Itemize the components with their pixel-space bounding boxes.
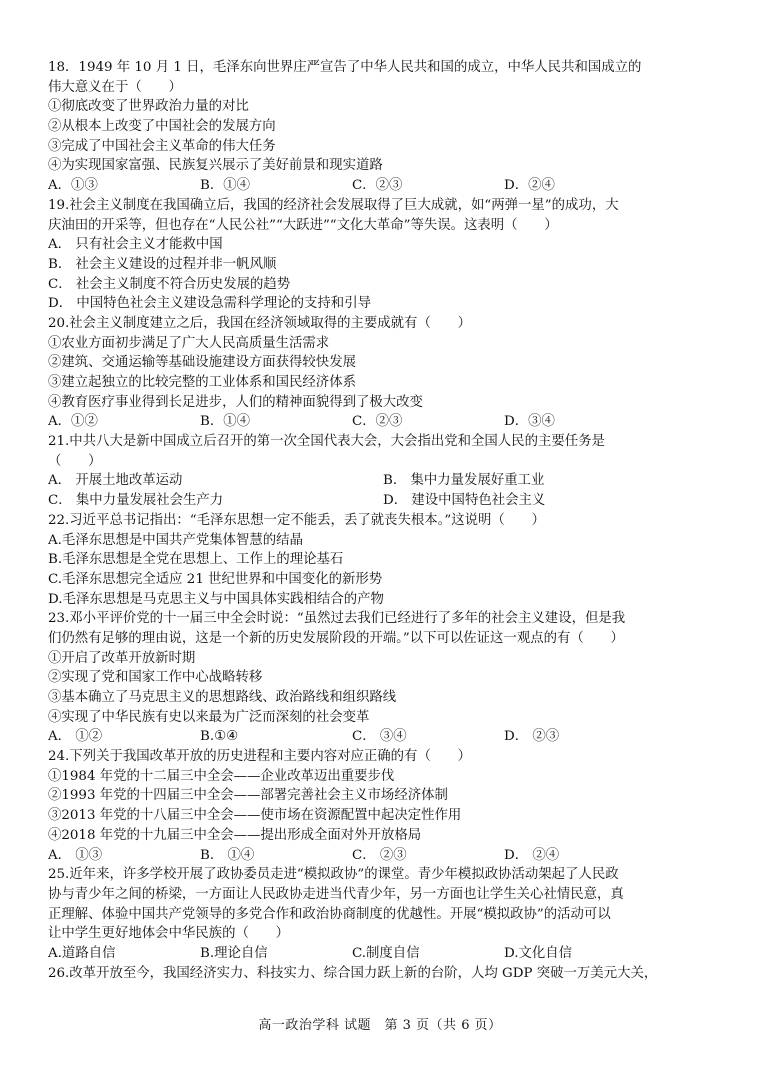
answer-option: B． 集中力量发展好重工业 [383, 473, 545, 489]
question-text-line: 正理解、体验中国共产党领导的多党合作和政治协商制度的优越性。开展“模拟政协”的活动可以 [48, 906, 611, 922]
question-text-line: 20.社会主义制度建立之后，我国在经济领域取得的主要成就有（ ） [48, 315, 472, 331]
answer-option: D． ②④ [504, 847, 560, 863]
answer-option: C． ③④ [352, 729, 407, 745]
question-text-line: 22.习近平总书记指出：“毛泽东思想一定不能丢，丢了就丧失根本。”这说明（ ） [48, 512, 545, 528]
question-text-line: ②1993 年党的十四届三中全会——部署完善社会主义市场经济体制 [48, 788, 448, 804]
answer-options [48, 846, 718, 866]
answer-options [48, 412, 718, 432]
answer-option: B．①④ [200, 414, 251, 430]
answer-options [48, 176, 718, 196]
answer-option: C．②③ [352, 414, 403, 430]
page-footer: 高一政治学科 试题 第 3 页（共 6 页） [258, 1018, 502, 1033]
question-text-line: ②实现了党和国家工作中心战略转移 [48, 670, 263, 686]
question-text-line: ③2013 年党的十八届三中全会——使市场在资源配置中起决定性作用 [48, 808, 462, 824]
answer-options [48, 727, 718, 747]
question-text-line: ②建筑、交通运输等基础设施建设方面获得较快发展 [48, 355, 356, 371]
answer-option: A． ①② [48, 729, 103, 745]
question-text-line: C． 社会主义制度不符合历史发展的趋势 [48, 276, 291, 292]
question-text-line: ①彻底改变了世界政治力量的对比 [48, 99, 249, 115]
answer-option: B.①④ [200, 729, 239, 745]
question-text-line: C.毛泽东思想完全适应 21 世纪世界和中国变化的新形势 [48, 571, 383, 587]
question-text-line: ④为实现国家富强、民族复兴展示了美好前景和现实道路 [48, 158, 383, 174]
question-text-line: D.毛泽东思想是马克思主义与中国具体实践相结合的产物 [48, 591, 384, 607]
question-text-line: 26.改革开放至今，我国经济实力、科技实力、综合国力跃上新的台阶，人均 GDP 突破一万美元大关， [48, 965, 658, 981]
answer-option: B.理论自信 [200, 945, 268, 961]
question-text-line: 庆油田的开采等，但也存在“人民公社”“大跃进”“文化大革命”等失误。这表明（ ） [48, 217, 558, 233]
question-text-line: A.毛泽东思想是中国共产党集体智慧的结晶 [48, 532, 303, 548]
answer-option: D．③④ [504, 414, 555, 430]
answer-option: D． 建设中国特色社会主义 [383, 493, 546, 509]
question-block [48, 865, 718, 963]
question-text-line: B． 社会主义建设的过程并非一帆风顺 [48, 256, 277, 272]
answer-option: A． ①③ [48, 847, 103, 863]
answer-option: A．①② [48, 414, 98, 430]
question-text-line: ①开启了改革开放新时期 [48, 650, 196, 666]
question-text-line: ③基本确立了马克思主义的思想路线、政治路线和组织路线 [48, 690, 397, 705]
answer-option: D．②④ [504, 178, 555, 194]
question-text-line: A． 只有社会主义才能救中国 [48, 237, 223, 253]
answer-option: B． ①④ [200, 847, 255, 863]
question-text-line: 18．1949 年 10 月 1 日，毛泽东向世界庄严宣告了中华人民共和国的成立，中华人民共和国成立的 [48, 60, 642, 75]
question-text-line: ④2018 年党的十九届三中全会——提出形成全面对外开放格局 [48, 827, 422, 843]
question-block [48, 432, 718, 511]
question-text-line: ②从根本上改变了中国社会的发展方向 [48, 119, 276, 135]
answer-options [48, 471, 718, 491]
answer-option: C． ②③ [352, 847, 407, 863]
question-text-line: ④实现了中华民族有史以来最为广泛而深刻的社会变革 [48, 709, 370, 725]
question-text-line: 协与青少年之间的桥梁，一方面让人民政协走进当代青少年，另一方面也让学生关心社情民意，真 [48, 886, 624, 902]
question-text-line: ①1984 年党的十二届三中全会——企业改革迈出重要步伐 [48, 768, 395, 784]
question-text-line: ④教育医疗事业得到长足进步，人们的精神面貌得到了极大改变 [48, 394, 423, 410]
question-text-line: 们仍然有足够的理由说，这是一个新的历史发展阶段的开端。”以下可以佐证这一观点的有（ ） [48, 630, 624, 646]
question-text-line: ①农业方面初步满足了广大人民高质量生活需求 [48, 335, 330, 351]
question-block [48, 58, 718, 196]
question-text-line: （ ） [48, 453, 102, 469]
question-text-line: D． 中国特色社会主义建设急需科学理论的支持和引导 [48, 296, 371, 312]
answer-options [48, 944, 718, 964]
answer-option: C.制度自信 [352, 945, 420, 961]
answer-option: A.道路自信 [48, 945, 116, 961]
question-text-line: ③建立起独立的比较完整的工业体系和国民经济体系 [48, 375, 356, 390]
question-block [48, 511, 718, 609]
question-list [48, 58, 718, 983]
question-block [48, 747, 718, 865]
question-block [48, 196, 718, 314]
question-text-line: B.毛泽东思想是全党在思想上、工作上的理论基石 [48, 552, 344, 568]
answer-options [48, 491, 718, 511]
question-text-line: 23.邓小平评价党的十一届三中全会时说：“虽然过去我们已经进行了多年的社会主义建设，但是我 [48, 611, 626, 627]
question-text-line: 21.中共八大是新中国成立后召开的第一次全国代表大会，大会指出党和全国人民的主要任务是 [48, 434, 605, 450]
question-text-line: 19.社会主义制度在我国确立后，我国的经济社会发展取得了巨大成就，如“两弹一星”的成功，大 [48, 197, 619, 213]
answer-option: D.文化自信 [504, 945, 573, 961]
question-block [48, 964, 718, 984]
question-text-line: 伟大意义在于（ ） [48, 79, 182, 95]
answer-option: D． ②③ [504, 729, 560, 745]
answer-option: C．②③ [352, 178, 403, 194]
question-block [48, 314, 718, 432]
answer-option: A． 开展土地改革运动 [48, 473, 183, 489]
answer-option: B．①④ [200, 178, 251, 194]
question-text-line: 24.下列关于我国改革开放的历史进程和主要内容对应正确的有（ ） [48, 749, 472, 765]
question-text-line: ③完成了中国社会主义革命的伟大任务 [48, 138, 276, 154]
answer-option: C． 集中力量发展社会生产力 [48, 493, 224, 509]
answer-option: A．①③ [48, 178, 98, 194]
question-text-line: 25.近年来，许多学校开展了政协委员走进“模拟政协”的课堂。青少年模拟政协活动架起了人民政 [48, 867, 619, 883]
question-text-line: 让中学生更好地体会中华民族的（ ） [48, 926, 290, 942]
question-block [48, 609, 718, 747]
